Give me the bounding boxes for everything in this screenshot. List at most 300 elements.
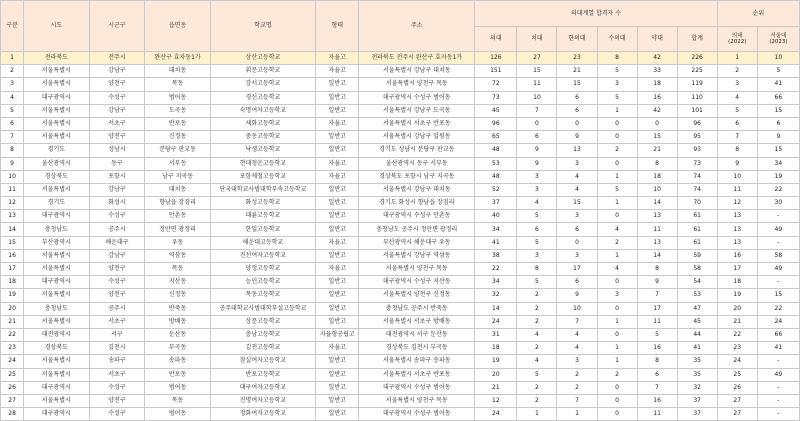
cell-gubun[interactable]: 22 (1, 328, 24, 341)
cell-type[interactable]: 일반고 (316, 368, 359, 381)
cell-dental[interactable]: 15 (517, 65, 557, 78)
cell-eupmyeondong[interactable]: 정안면 광정리 (145, 223, 210, 236)
table-row[interactable] (1, 78, 800, 91)
table-row[interactable] (1, 117, 800, 130)
cell-rank-med[interactable]: 5 (717, 104, 757, 117)
cell-sido[interactable]: 부산광역시 (24, 236, 89, 249)
cell-type[interactable]: 일반고 (316, 91, 359, 104)
cell-dental[interactable]: 11 (517, 78, 557, 91)
cell-rank-med[interactable]: 17 (717, 263, 757, 276)
cell-total[interactable]: 59 (677, 249, 717, 262)
cell-type[interactable]: 일반고 (316, 249, 359, 262)
cell-type[interactable]: 자율고 (316, 170, 359, 183)
cell-address[interactable]: 경기도 성남시 분당구 판교동 (359, 144, 475, 157)
cell-sido[interactable]: 서울특별시 (24, 65, 89, 78)
cell-address[interactable]: 경기도 화성시 향남읍 장짐리 (359, 197, 475, 210)
cell-sido[interactable]: 대구광역시 (24, 276, 89, 289)
cell-eupmyeondong[interactable]: 서부동 (145, 157, 210, 170)
cell-gubun[interactable]: 15 (1, 236, 24, 249)
cell-eupmyeondong[interactable]: 도곡동 (145, 104, 210, 117)
cell-rank-med[interactable]: 26 (717, 381, 757, 394)
cell-pharmacy[interactable]: 7 (637, 289, 677, 302)
cell-rank-med[interactable]: 21 (717, 315, 757, 328)
cell-dental[interactable]: 5 (517, 276, 557, 289)
cell-oriental[interactable]: 23 (557, 52, 597, 65)
cell-oriental[interactable]: 4 (557, 328, 597, 341)
cell-pharmacy[interactable]: 16 (637, 342, 677, 355)
table-row[interactable] (1, 131, 800, 144)
cell-total[interactable]: 101 (677, 104, 717, 117)
cell-sigungu[interactable]: 양천구 (89, 131, 145, 144)
cell-eupmyeondong[interactable]: 목동 (145, 263, 210, 276)
cell-rank-snu[interactable]: 15 (757, 144, 799, 157)
cell-sido[interactable]: 경상북도 (24, 170, 89, 183)
cell-school[interactable]: 충남고등학교 (210, 328, 315, 341)
cell-dental[interactable]: 2 (517, 289, 557, 302)
cell-school[interactable]: 잠실여자고등학교 (210, 355, 315, 368)
cell-gubun[interactable]: 6 (1, 117, 24, 130)
cell-pharmacy[interactable]: 42 (637, 104, 677, 117)
cell-pharmacy[interactable]: 11 (637, 315, 677, 328)
cell-gubun[interactable]: 3 (1, 78, 24, 91)
cell-oriental[interactable]: 6 (557, 276, 597, 289)
cell-total[interactable]: 35 (677, 368, 717, 381)
cell-rank-med[interactable]: 9 (717, 157, 757, 170)
cell-rank-snu[interactable]: 30 (757, 197, 799, 210)
cell-vet[interactable]: 0 (597, 381, 637, 394)
table-row[interactable] (1, 368, 800, 381)
cell-rank-med[interactable]: 11 (717, 183, 757, 196)
cell-medical[interactable]: 40 (475, 210, 517, 223)
cell-eupmyeondong[interactable]: 반죽동 (145, 302, 210, 315)
cell-pharmacy[interactable]: 0 (637, 117, 677, 130)
cell-rank-snu[interactable]: - (757, 355, 799, 368)
table-row[interactable] (1, 328, 800, 341)
cell-pharmacy[interactable]: 13 (637, 210, 677, 223)
cell-dental[interactable]: 2 (517, 381, 557, 394)
cell-eupmyeondong[interactable]: 지산동 (145, 276, 210, 289)
cell-school[interactable]: 강서고등학교 (210, 78, 315, 91)
cell-dental[interactable]: 0 (517, 117, 557, 130)
cell-sigungu[interactable]: 양천구 (89, 289, 145, 302)
cell-pharmacy[interactable]: 13 (637, 236, 677, 249)
cell-address[interactable]: 대구광역시 수성구 범어동 (359, 381, 475, 394)
cell-sigungu[interactable]: 서초구 (89, 315, 145, 328)
cell-rank-snu[interactable]: 22 (757, 302, 799, 315)
cell-school[interactable]: 양정고등학교 (210, 263, 315, 276)
cell-rank-snu[interactable]: 34 (757, 157, 799, 170)
cell-oriental[interactable]: 6 (557, 104, 597, 117)
cell-school[interactable]: 휘문고등학교 (210, 65, 315, 78)
cell-total[interactable]: 93 (677, 144, 717, 157)
cell-address[interactable]: 서울특별시 강남구 일원동 (359, 131, 475, 144)
cell-sigungu[interactable]: 수성구 (89, 91, 145, 104)
table-row[interactable] (1, 315, 800, 328)
cell-type[interactable]: 일반고 (316, 183, 359, 196)
cell-oriental[interactable]: 2 (557, 381, 597, 394)
cell-gubun[interactable]: 24 (1, 355, 24, 368)
cell-eupmyeondong[interactable]: 부곡동 (145, 342, 210, 355)
cell-dental[interactable]: 4 (517, 197, 557, 210)
cell-rank-med[interactable]: 19 (717, 289, 757, 302)
cell-eupmyeondong[interactable]: 대치동 (145, 183, 210, 196)
cell-vet[interactable]: 0 (597, 408, 637, 421)
cell-vet[interactable]: 2 (597, 236, 637, 249)
cell-eupmyeondong[interactable]: 향남읍 장짐리 (145, 197, 210, 210)
cell-sigungu[interactable]: 강남구 (89, 104, 145, 117)
cell-gubun[interactable]: 25 (1, 368, 24, 381)
cell-eupmyeondong[interactable]: 남구 지곡동 (145, 170, 210, 183)
cell-eupmyeondong[interactable]: 역삼동 (145, 249, 210, 262)
cell-medical[interactable]: 41 (475, 236, 517, 249)
cell-type[interactable]: 일반고 (316, 131, 359, 144)
cell-school[interactable]: 상문고등학교 (210, 315, 315, 328)
cell-school[interactable]: 포항제철고등학교 (210, 170, 315, 183)
cell-sido[interactable]: 서울특별시 (24, 355, 89, 368)
cell-total[interactable]: 96 (677, 117, 717, 130)
cell-dental[interactable]: 6 (517, 223, 557, 236)
cell-vet[interactable]: 8 (597, 52, 637, 65)
cell-medical[interactable]: 37 (475, 197, 517, 210)
cell-oriental[interactable]: 4 (557, 342, 597, 355)
header-sido[interactable]: 시도 (24, 1, 89, 52)
cell-medical[interactable]: 20 (475, 368, 517, 381)
cell-type[interactable]: 일반고 (316, 276, 359, 289)
table-row[interactable] (1, 52, 800, 65)
cell-oriental[interactable]: 10 (557, 302, 597, 315)
cell-school[interactable]: 숙명여자고등학교 (210, 104, 315, 117)
cell-dental[interactable]: 9 (517, 144, 557, 157)
cell-sigungu[interactable]: 양천구 (89, 394, 145, 407)
cell-pharmacy[interactable]: 18 (637, 170, 677, 183)
cell-rank-snu[interactable]: - (757, 394, 799, 407)
cell-address[interactable]: 대전광역시 서구 둔산동 (359, 328, 475, 341)
cell-address[interactable]: 서울특별시 강남구 도곡동 (359, 104, 475, 117)
header-dental[interactable]: 치대 (517, 27, 557, 52)
cell-gubun[interactable]: 8 (1, 144, 24, 157)
cell-sido[interactable]: 서울특별시 (24, 289, 89, 302)
cell-vet[interactable]: 1 (597, 315, 637, 328)
cell-eupmyeondong[interactable]: 둔산동 (145, 328, 210, 341)
cell-medical[interactable]: 34 (475, 223, 517, 236)
cell-eupmyeondong[interactable]: 신정동 (145, 289, 210, 302)
cell-type[interactable]: 일반고 (316, 104, 359, 117)
cell-school[interactable]: 반포고등학교 (210, 368, 315, 381)
cell-address[interactable]: 서울특별시 양천구 목동 (359, 78, 475, 91)
cell-gubun[interactable]: 21 (1, 315, 24, 328)
cell-gubun[interactable]: 10 (1, 170, 24, 183)
cell-sigungu[interactable]: 성남시 (89, 144, 145, 157)
cell-type[interactable]: 자율고 (316, 157, 359, 170)
cell-oriental[interactable]: 15 (557, 78, 597, 91)
cell-dental[interactable]: 4 (517, 328, 557, 341)
cell-sigungu[interactable]: 강남구 (89, 65, 145, 78)
cell-type[interactable]: 자율형공립고 (316, 328, 359, 341)
cell-rank-snu[interactable]: - (757, 276, 799, 289)
cell-total[interactable]: 58 (677, 263, 717, 276)
cell-medical[interactable]: 48 (475, 170, 517, 183)
cell-sido[interactable]: 서울특별시 (24, 117, 89, 130)
cell-sigungu[interactable]: 양천구 (89, 263, 145, 276)
cell-sido[interactable]: 경기도 (24, 144, 89, 157)
cell-sido[interactable]: 서울특별시 (24, 104, 89, 117)
cell-address[interactable]: 서울특별시 강남구 역삼동 (359, 249, 475, 262)
cell-total[interactable]: 41 (677, 342, 717, 355)
cell-rank-snu[interactable]: 24 (757, 315, 799, 328)
cell-dental[interactable]: 7 (517, 104, 557, 117)
cell-pharmacy[interactable]: 7 (637, 381, 677, 394)
header-vet[interactable]: 수의대 (597, 27, 637, 52)
cell-oriental[interactable]: 2 (557, 368, 597, 381)
cell-sido[interactable]: 서울특별시 (24, 263, 89, 276)
cell-medical[interactable]: 53 (475, 157, 517, 170)
cell-school[interactable]: 현대청운고등학교 (210, 157, 315, 170)
cell-rank-snu[interactable]: 49 (757, 263, 799, 276)
cell-sido[interactable]: 대전광역시 (24, 328, 89, 341)
cell-sigungu[interactable]: 해운대구 (89, 236, 145, 249)
cell-type[interactable]: 일반고 (316, 394, 359, 407)
cell-sigungu[interactable]: 전주시 (89, 52, 145, 65)
cell-school[interactable]: 단국대학교사범대학부속고등학교 (210, 183, 315, 196)
cell-gubun[interactable]: 26 (1, 381, 24, 394)
cell-gubun[interactable]: 12 (1, 197, 24, 210)
header-rank[interactable]: 순위 (717, 1, 799, 27)
table-row[interactable] (1, 144, 800, 157)
cell-sigungu[interactable]: 포항시 (89, 170, 145, 183)
cell-dental[interactable]: 2 (517, 342, 557, 355)
cell-vet[interactable]: 0 (597, 394, 637, 407)
cell-address[interactable]: 대구광역시 수성구 범어동 (359, 91, 475, 104)
cell-pharmacy[interactable]: 11 (637, 408, 677, 421)
cell-address[interactable]: 서울특별시 강남구 대치동 (359, 183, 475, 196)
cell-medical[interactable]: 14 (475, 302, 517, 315)
cell-rank-med[interactable]: 25 (717, 368, 757, 381)
cell-school[interactable]: 화성고등학교 (210, 197, 315, 210)
cell-total[interactable]: 74 (677, 170, 717, 183)
cell-medical[interactable]: 45 (475, 104, 517, 117)
cell-eupmyeondong[interactable]: 송파동 (145, 355, 210, 368)
cell-oriental[interactable]: 6 (557, 91, 597, 104)
cell-dental[interactable]: 5 (517, 368, 557, 381)
cell-address[interactable]: 서울특별시 양천구 목동 (359, 394, 475, 407)
table-row[interactable] (1, 381, 800, 394)
cell-vet[interactable]: 0 (597, 210, 637, 223)
table-row[interactable] (1, 65, 800, 78)
cell-medical[interactable]: 48 (475, 144, 517, 157)
cell-rank-med[interactable]: 10 (717, 170, 757, 183)
cell-vet[interactable]: 1 (597, 355, 637, 368)
cell-sido[interactable]: 대구광역시 (24, 91, 89, 104)
cell-gubun[interactable]: 4 (1, 91, 24, 104)
cell-address[interactable]: 서울특별시 서초구 방배동 (359, 315, 475, 328)
cell-eupmyeondong[interactable]: 반포동 (145, 117, 210, 130)
cell-school[interactable]: 중동고등학교 (210, 131, 315, 144)
cell-sigungu[interactable]: 수성구 (89, 276, 145, 289)
cell-address[interactable]: 전라북도 전주시 완산구 효자동1가 (359, 52, 475, 65)
cell-total[interactable]: 74 (677, 183, 717, 196)
cell-total[interactable]: 45 (677, 315, 717, 328)
cell-type[interactable]: 일반고 (316, 315, 359, 328)
cell-address[interactable]: 서울특별시 양천구 신정동 (359, 289, 475, 302)
cell-oriental[interactable]: 7 (557, 315, 597, 328)
cell-rank-snu[interactable]: 5 (757, 65, 799, 78)
cell-medical[interactable]: 24 (475, 315, 517, 328)
cell-vet[interactable]: 0 (597, 276, 637, 289)
cell-total[interactable]: 53 (677, 289, 717, 302)
cell-sido[interactable]: 전라북도 (24, 52, 89, 65)
cell-rank-snu[interactable]: - (757, 408, 799, 421)
cell-sido[interactable]: 서울특별시 (24, 249, 89, 262)
cell-oriental[interactable]: 17 (557, 263, 597, 276)
cell-dental[interactable]: 1 (517, 408, 557, 421)
cell-medical[interactable]: 18 (475, 342, 517, 355)
cell-sigungu[interactable]: 서초구 (89, 117, 145, 130)
cell-rank-snu[interactable]: - (757, 236, 799, 249)
cell-pharmacy[interactable]: 5 (637, 328, 677, 341)
table-row[interactable] (1, 302, 800, 315)
header-medical[interactable]: 의대 (475, 27, 517, 52)
cell-sido[interactable]: 대구광역시 (24, 408, 89, 421)
cell-rank-med[interactable]: 16 (717, 249, 757, 262)
cell-pharmacy[interactable]: 9 (637, 276, 677, 289)
cell-type[interactable]: 일반고 (316, 210, 359, 223)
cell-total[interactable]: 95 (677, 131, 717, 144)
cell-rank-med[interactable]: 23 (717, 342, 757, 355)
cell-oriental[interactable]: 3 (557, 249, 597, 262)
cell-rank-med[interactable]: 13 (717, 236, 757, 249)
cell-pharmacy[interactable]: 14 (637, 249, 677, 262)
header-gubun[interactable]: 구분 (1, 1, 24, 52)
cell-school[interactable]: 대륜고등학교 (210, 210, 315, 223)
cell-rank-snu[interactable]: 49 (757, 223, 799, 236)
cell-oriental[interactable]: 1 (557, 408, 597, 421)
cell-gubun[interactable]: 2 (1, 65, 24, 78)
cell-sido[interactable]: 서울특별시 (24, 183, 89, 196)
cell-rank-med[interactable]: 13 (717, 223, 757, 236)
cell-rank-med[interactable]: 13 (717, 210, 757, 223)
cell-address[interactable]: 대구광역시 수성구 지산동 (359, 276, 475, 289)
cell-sido[interactable]: 울산광역시 (24, 157, 89, 170)
cell-rank-snu[interactable]: 49 (757, 368, 799, 381)
cell-address[interactable]: 충청남도 공주시 반죽동 (359, 302, 475, 315)
header-pharmacy[interactable]: 약대 (637, 27, 677, 52)
table-row[interactable] (1, 223, 800, 236)
cell-rank-snu[interactable]: 41 (757, 78, 799, 91)
header-sigungu[interactable]: 시군구 (89, 1, 145, 52)
cell-address[interactable]: 부산광역시 해운대구 우동 (359, 236, 475, 249)
cell-type[interactable]: 일반고 (316, 408, 359, 421)
cell-total[interactable]: 54 (677, 276, 717, 289)
cell-medical[interactable]: 32 (475, 289, 517, 302)
cell-eupmyeondong[interactable]: 범어동 (145, 381, 210, 394)
cell-school[interactable]: 대구여자고등학교 (210, 381, 315, 394)
header-rank-med[interactable]: 의대 (2022) (717, 27, 757, 52)
cell-oriental[interactable]: 4 (557, 183, 597, 196)
cell-sido[interactable]: 경상북도 (24, 342, 89, 355)
cell-total[interactable]: 37 (677, 408, 717, 421)
cell-vet[interactable]: 0 (597, 131, 637, 144)
cell-sido[interactable]: 대구광역시 (24, 381, 89, 394)
cell-address[interactable]: 서울특별시 서초구 반포동 (359, 368, 475, 381)
cell-dental[interactable]: 3 (517, 170, 557, 183)
cell-sigungu[interactable]: 송파구 (89, 355, 145, 368)
cell-oriental[interactable]: 13 (557, 144, 597, 157)
cell-type[interactable]: 자율고 (316, 65, 359, 78)
table-row[interactable] (1, 104, 800, 117)
cell-type[interactable]: 일반고 (316, 144, 359, 157)
header-total[interactable]: 합계 (677, 27, 717, 52)
cell-total[interactable]: 61 (677, 236, 717, 249)
cell-total[interactable]: 32 (677, 381, 717, 394)
cell-eupmyeondong[interactable]: 범어동 (145, 91, 210, 104)
cell-dental[interactable]: 8 (517, 263, 557, 276)
cell-medical[interactable]: 96 (475, 117, 517, 130)
cell-rank-med[interactable]: 27 (717, 394, 757, 407)
cell-address[interactable]: 울산광역시 동구 서부동 (359, 157, 475, 170)
table-row[interactable] (1, 408, 800, 421)
cell-address[interactable]: 서울특별시 양천구 목동 (359, 263, 475, 276)
cell-sigungu[interactable]: 화성시 (89, 197, 145, 210)
cell-vet[interactable]: 5 (597, 91, 637, 104)
cell-vet[interactable]: 3 (597, 289, 637, 302)
cell-sido[interactable]: 서울특별시 (24, 78, 89, 91)
cell-school[interactable]: 경신고등학교 (210, 91, 315, 104)
cell-eupmyeondong[interactable]: 완산구 효자동1가 (145, 52, 210, 65)
cell-gubun[interactable]: 11 (1, 183, 24, 196)
cell-pharmacy[interactable]: 8 (637, 263, 677, 276)
cell-pharmacy[interactable]: 21 (637, 144, 677, 157)
cell-school[interactable]: 세화고등학교 (210, 117, 315, 130)
cell-total[interactable]: 110 (677, 91, 717, 104)
cell-vet[interactable]: 1 (597, 342, 637, 355)
cell-gubun[interactable]: 1 (1, 52, 24, 65)
cell-gubun[interactable]: 16 (1, 249, 24, 262)
cell-eupmyeondong[interactable]: 신정동 (145, 131, 210, 144)
cell-total[interactable]: 35 (677, 355, 717, 368)
cell-sigungu[interactable]: 강남구 (89, 249, 145, 262)
cell-address[interactable]: 서울특별시 강남구 대치동 (359, 65, 475, 78)
cell-gubun[interactable]: 5 (1, 104, 24, 117)
cell-sido[interactable]: 경기도 (24, 197, 89, 210)
table-row[interactable] (1, 157, 800, 170)
cell-rank-med[interactable]: 6 (717, 117, 757, 130)
cell-medical[interactable]: 65 (475, 131, 517, 144)
cell-vet[interactable]: 4 (597, 263, 637, 276)
cell-vet[interactable]: 1 (597, 249, 637, 262)
cell-sido[interactable]: 서울특별시 (24, 315, 89, 328)
cell-eupmyeondong[interactable]: 범어동 (145, 408, 210, 421)
cell-school[interactable]: 해운대고등학교 (210, 236, 315, 249)
cell-oriental[interactable]: 3 (557, 355, 597, 368)
cell-pharmacy[interactable]: 14 (637, 197, 677, 210)
cell-rank-med[interactable]: 4 (717, 91, 757, 104)
cell-rank-snu[interactable]: 66 (757, 328, 799, 341)
cell-pharmacy[interactable]: 42 (637, 52, 677, 65)
cell-oriental[interactable]: 0 (557, 117, 597, 130)
cell-total[interactable]: 70 (677, 197, 717, 210)
table-row[interactable] (1, 170, 800, 183)
cell-type[interactable]: 일반고 (316, 302, 359, 315)
cell-sido[interactable]: 서울특별시 (24, 394, 89, 407)
cell-vet[interactable]: 1 (597, 104, 637, 117)
cell-rank-med[interactable]: 8 (717, 144, 757, 157)
cell-vet[interactable]: 0 (597, 328, 637, 341)
cell-eupmyeondong[interactable]: 대치동 (145, 65, 210, 78)
cell-type[interactable]: 자율고 (316, 263, 359, 276)
cell-pharmacy[interactable]: 18 (637, 78, 677, 91)
cell-rank-snu[interactable]: 66 (757, 91, 799, 104)
cell-rank-med[interactable]: 12 (717, 197, 757, 210)
